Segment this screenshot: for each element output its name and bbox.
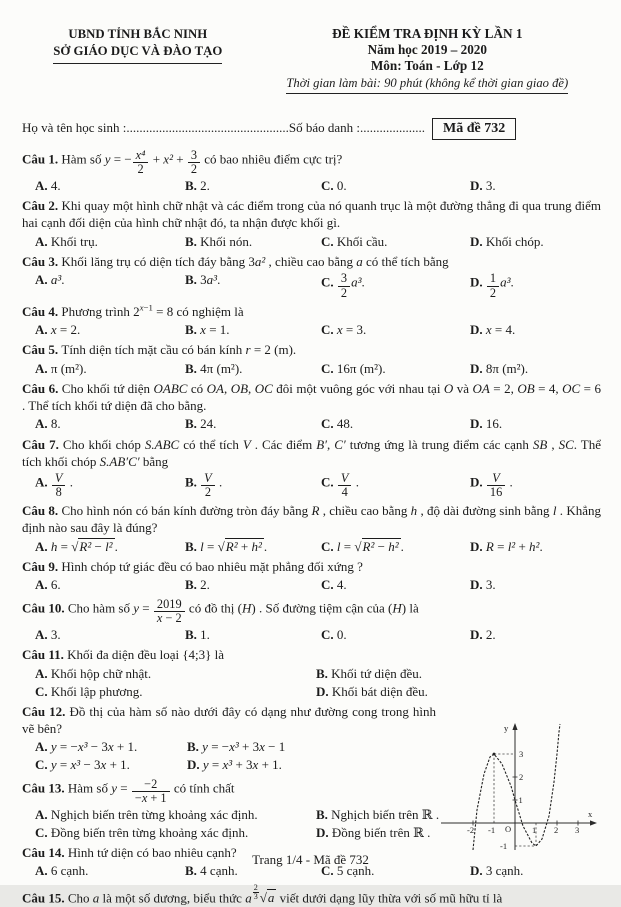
question-body: Câu 7. Cho khối chóp S.ABC có thể tích V . Các điểm B′, C′ tương ứng là trung điểm các cạnh SB , SC. Thể tích khối chóp S.AB′C′ bằng (22, 436, 601, 469)
fraction: $\frac{V}{16}$ (487, 472, 505, 500)
option-key: C. (321, 474, 337, 490)
option-key: A. (35, 739, 51, 755)
math-var: V (54, 471, 63, 486)
issuer-line1: UBND TỈNH BẮC NINH (68, 27, 208, 41)
option: C. 48. (321, 416, 354, 432)
option-key: C. (35, 757, 51, 773)
math-var: R² (225, 538, 238, 554)
math-var: y (202, 739, 208, 755)
math-var: V (204, 471, 212, 486)
name-label: Họ và tên học sinh : (22, 120, 127, 136)
math-var: R (311, 503, 320, 519)
fraction: $\frac{V}{4}$ (338, 472, 352, 500)
math-var: x (252, 757, 259, 773)
math-var: C′ (334, 436, 346, 452)
question-number: Câu 9. (22, 558, 62, 574)
option-key: C. (321, 275, 337, 291)
math-var: x (259, 739, 265, 755)
question-number: Câu 13. (22, 780, 68, 796)
option: B. 2. (185, 577, 210, 593)
option: C. 4. (321, 577, 347, 593)
question-number: Câu 5. (22, 342, 62, 358)
question-body: Câu 2. Khi quay một hình chữ nhật và các điểm trong của nó quanh trục là một đường thẳng đi qua trung điểm hai cạnh đối diện của hình chữ nhật đó, ta nhận được khối gì. (22, 198, 601, 231)
question-body: Câu 14. Hình tứ diện có bao nhiêu cạnh? (22, 844, 237, 860)
option: D. 2. (470, 626, 496, 642)
option: B. y = −x³ + 3x − 1 (187, 739, 286, 755)
fraction: $\frac{3}{2}$ (338, 272, 350, 300)
math-var: x (50, 321, 57, 337)
option-key: A. (35, 577, 51, 593)
option-key: A. (35, 360, 51, 376)
options (35, 538, 601, 556)
math-var: x (336, 321, 343, 337)
option: D. 8π (m²). (470, 360, 529, 376)
math-var: OB (230, 381, 249, 397)
option-key: C. (35, 824, 51, 840)
math-var: OC (562, 381, 581, 397)
option-key: A. (35, 806, 51, 822)
exam-title: ĐỀ KIỂM TRA ĐỊNH KỲ LẦN 1 (332, 26, 523, 41)
fraction: $\frac{1}{2}$ (487, 272, 499, 300)
math-var: a (245, 890, 252, 906)
option-key: D. (187, 757, 203, 773)
option-key: C. (321, 626, 337, 642)
question-body: Câu 3. Khối lăng trụ có diện tích đáy bằng 3a² , chiều cao bằng a có thể tích bằng (22, 254, 449, 270)
math-var: x (100, 757, 107, 773)
option-key: D. (470, 233, 486, 249)
option-key: C. (321, 233, 337, 249)
sbd-dotted-line: .................... (359, 120, 425, 136)
math-var: SC (558, 436, 574, 452)
option: C. Khối cầu. (321, 233, 388, 249)
math-var: h (410, 503, 418, 519)
option-key: A. (35, 177, 51, 193)
function-graph (433, 720, 609, 860)
option-key: B. (185, 233, 201, 249)
option-key: C. (321, 360, 337, 376)
math-var: x³ (222, 757, 233, 773)
sqrt: √ R² − l² (71, 538, 114, 554)
y-tick-label: 2 (519, 772, 524, 782)
math-var: a (267, 890, 275, 906)
question-body: Câu 6. Cho khối tứ diện OABC có OA, OB, OC đôi một vuông góc với nhau tại O và OA = 2, OB = 4, OC = 6 . Thể tích khối tứ diện đã cho bằng. (22, 381, 601, 414)
math-var: l (200, 538, 204, 554)
option-key: C. (321, 538, 337, 554)
option: C. 0. (321, 177, 347, 193)
option: C. 16π (m²). (321, 360, 386, 376)
origin-label: O (505, 824, 512, 834)
math-var: R² (79, 538, 92, 554)
option-key: C. (321, 577, 337, 593)
option: B. 4π (m²). (185, 360, 243, 376)
option-key: D. (470, 577, 486, 593)
option-key: A. (35, 538, 51, 554)
option: B. 4 cạnh. (185, 863, 238, 879)
x-tick-label: -1 (488, 825, 496, 835)
x-tick-label: -2 (467, 825, 475, 835)
question-body: Câu 4. Phương trình $2^{x-1} = 8$ có nghiệm là (22, 302, 244, 319)
math-var: x (141, 790, 148, 805)
options (35, 739, 449, 775)
header-exam-info (254, 26, 601, 94)
option-key: B. (185, 177, 201, 193)
question-body: Câu 12. Đồ thị của hàm số nào dưới đây có dạng như đường cong trong hình vẽ bên? (22, 703, 436, 736)
math-var: a³ (500, 275, 511, 291)
sbd-label: Số báo danh : (288, 120, 360, 136)
question (22, 559, 601, 595)
option-key: A. (35, 665, 51, 681)
question-number: Câu 15. (22, 890, 68, 906)
option: B. $\frac{V}{2}$ . (185, 471, 223, 500)
exam-code-box: Mã đề 732 (432, 118, 516, 140)
math-var: H (392, 600, 402, 616)
y-tick-label: 1 (518, 795, 523, 805)
question (22, 254, 601, 301)
fraction: $\frac{\text{x⁴}}{2}$ (133, 149, 149, 177)
option: B. Nghịch biến trên ℝ . (316, 806, 440, 822)
exam-duration: Thời gian làm bài: 90 phút (không kể thời gian giao đề) (286, 76, 568, 93)
math-var: OABC (153, 381, 188, 397)
option: B. l = √ R² + h² . (185, 538, 321, 556)
math-var: a (92, 890, 100, 906)
options (35, 626, 601, 644)
math-var: x (485, 321, 492, 337)
option-key: D. (470, 177, 486, 193)
option-key: D. (470, 416, 486, 432)
math-var: a³ (351, 275, 362, 291)
cubic-curve (473, 724, 560, 850)
option-key: B. (185, 538, 201, 554)
option: D. Đồng biến trên ℝ . (316, 824, 431, 840)
option: D. x = 4. (470, 321, 516, 337)
option-key: A. (35, 233, 51, 249)
option: C. y = x³ − 3x + 1. (35, 757, 130, 773)
math-var: l² (507, 538, 516, 554)
fraction: $\frac{V}{8}$ (52, 472, 66, 500)
math-var: h (50, 538, 58, 554)
options (35, 806, 449, 842)
options (35, 416, 601, 434)
option: A. Khối hộp chữ nhật. (35, 665, 152, 681)
y-tick-label: -1 (500, 841, 508, 851)
question (22, 598, 601, 645)
math-var: h² (388, 538, 399, 554)
math-var: S.ABC (144, 436, 180, 452)
math-var: OA (472, 381, 490, 397)
options (35, 321, 601, 339)
math-var: x² (163, 151, 173, 167)
question-number: Câu 12. (22, 703, 70, 719)
options (35, 272, 601, 301)
option: A. y = −x³ − 3x + 1. (35, 739, 138, 755)
sqrt (260, 889, 277, 905)
option: D. 3. (470, 577, 496, 593)
question (22, 503, 601, 556)
math-var: O (443, 381, 454, 397)
options (35, 577, 601, 595)
option: A. 3. (35, 626, 61, 642)
option: D. R = l² + h². (470, 538, 543, 554)
question (22, 437, 601, 500)
fraction: 2 3 (253, 882, 258, 902)
math-var: a² (254, 254, 266, 270)
math-var: h² (529, 538, 540, 554)
math-var: x (107, 739, 114, 755)
fraction: $\frac{2019}{x - 2}$ (154, 598, 185, 626)
option: B. 3a³. (185, 272, 221, 288)
question-number: Câu 3. (22, 254, 62, 270)
math-var: V (242, 436, 251, 452)
option: C. 0. (321, 626, 347, 642)
question-body: Câu 5. Tính diện tích mặt cầu có bán kính r = 2 (m). (22, 342, 297, 358)
math-var: a³ (50, 272, 62, 288)
math-var: h² (251, 538, 262, 554)
option-key: D. (470, 275, 486, 291)
math-var: V (340, 471, 349, 486)
math-var: l (552, 503, 557, 519)
name-dotted-line: .................................................. (126, 120, 289, 136)
option: D. Khối chóp. (470, 233, 544, 249)
option-key: C. (321, 416, 337, 432)
header (22, 26, 601, 94)
option: A. Khối trụ. (35, 233, 98, 249)
math-var: x⁴ (135, 147, 146, 162)
option: D. Khối bát diện đều. (316, 683, 428, 699)
math-var: V (492, 471, 500, 486)
question (22, 342, 601, 378)
option: A. 6 cạnh. (35, 863, 89, 879)
math-var: y (50, 739, 57, 755)
option: B. 1. (185, 626, 210, 642)
math-var: R (485, 538, 494, 554)
option: A. x = 2. (35, 321, 81, 337)
question-body: Câu 15. Cho a là một số dương, biểu thức a $^{\frac{2}{3}}$ √ a viết dưới dạng lũy thừa với số mũ hữu tỉ là (22, 884, 601, 907)
x-tick-label: 2 (554, 825, 559, 835)
option-key: B. (187, 739, 203, 755)
page-footer: Trang 1/4 - Mã đề 732 (252, 852, 369, 868)
option-key: C. (321, 321, 337, 337)
math-var: x (139, 302, 144, 313)
option: C. l = √ R² − h² . (321, 538, 470, 556)
question-body: Câu 11. Khối đa diện đều loại {4;3} là (22, 647, 225, 663)
option-key: B. (185, 321, 201, 337)
option-key: B. (185, 474, 201, 490)
math-var: a (356, 254, 363, 270)
option-key: B. (316, 806, 332, 822)
math-var: H (242, 600, 252, 616)
sqrt: √ R² − h² (354, 538, 400, 554)
question-number: Câu 7. (22, 436, 63, 452)
option-key: A. (35, 626, 51, 642)
y-axis-arrow (512, 723, 517, 730)
option: C. $\frac{V}{4}$ . (321, 471, 359, 500)
option-key: D. (470, 360, 486, 376)
y-tick-label: 3 (519, 749, 524, 759)
option: A. $\frac{V}{8}$ . (35, 471, 73, 500)
superscript: x−1 (139, 302, 153, 313)
option: D. y = x³ + 3x + 1. (187, 757, 282, 773)
math-var: y (202, 757, 209, 773)
fraction: $\frac{-2}{-x + 1}$ (132, 778, 170, 806)
option: A. 6. (35, 577, 61, 593)
question (22, 149, 601, 196)
option-key: A. (35, 416, 51, 432)
question-number: Câu 4. (22, 303, 62, 319)
math-var: y (50, 757, 57, 773)
options (35, 233, 601, 251)
option: C. $\frac{3}{2}$ a³. (321, 271, 365, 300)
option-key: D. (470, 538, 486, 554)
question-body: Câu 1. Hàm số y = − $\frac{\text{x⁴}}{2}$ + x² + $\frac{3}{2}$ có bao nhiêu điểm cực trị? (22, 147, 343, 177)
question-number: Câu 14. (22, 844, 68, 860)
math-var: OB (517, 381, 535, 397)
option: B. Khối tứ diện đều. (316, 665, 422, 681)
question-number: Câu 11. (22, 647, 68, 663)
student-info-row (22, 118, 601, 140)
option: B. x = 1. (185, 321, 230, 337)
fraction: $\frac{3}{2}$ (188, 149, 200, 177)
option-key: D. (470, 863, 486, 879)
option: D. 16. (470, 416, 503, 432)
question-body: Câu 8. Cho hình nón có bán kính đường tròn đáy bằng R , chiều cao bằng h , độ dài đường sinh bằng l . Khẳng định nào sau đây là đúng? (22, 503, 601, 536)
question (22, 381, 601, 434)
x-axis-label: x (588, 809, 593, 819)
option: A. 4. (35, 177, 61, 193)
math-var: R² (362, 538, 375, 554)
question-body: Câu 9. Hình chóp tứ giác đều có bao nhiêu mặt phẳng đối xứng ? (22, 558, 363, 574)
option: A. Nghịch biến trên từng khoảng xác định. (35, 806, 258, 822)
x-tick-label: 3 (575, 825, 580, 835)
option-key: C. (321, 177, 337, 193)
math-var: SB (532, 436, 548, 452)
header-issuer (22, 26, 254, 94)
question-body: Câu 13. Hàm số y = $\frac{-2}{-x + 1}$ có tính chất (22, 776, 235, 805)
x-axis-arrow (590, 820, 597, 825)
option: B. 24. (185, 416, 217, 432)
math-var: x³ (229, 739, 239, 755)
math-var: l (336, 538, 341, 554)
option: D. 3. (470, 177, 496, 193)
option-key: B. (185, 272, 201, 288)
option: D. 3 cạnh. (470, 863, 524, 879)
options (35, 360, 601, 378)
math-var: x (156, 611, 163, 626)
option-key: B. (185, 416, 201, 432)
fraction: $\frac{V}{2}$ (201, 472, 215, 500)
question-number: Câu 2. (22, 198, 62, 214)
math-var: r (245, 342, 251, 358)
option: C. 5 cạnh. (321, 863, 375, 879)
question-number: Câu 8. (22, 503, 62, 519)
exam-year: Năm học 2019 – 2020 (367, 42, 487, 58)
option-key: C. (321, 863, 337, 879)
options (35, 665, 601, 701)
superscript (252, 882, 260, 902)
option-key: D. (470, 321, 486, 337)
option-key: B. (185, 577, 201, 593)
math-var: y (133, 600, 140, 616)
option: C. Đồng biến trên từng khoảng xác định. (35, 824, 249, 840)
math-var: S.AB′C′ (99, 453, 140, 469)
option-key: B. (316, 665, 332, 681)
math-var: a³ (206, 272, 218, 288)
option-key: A. (35, 272, 51, 288)
option-key: C. (35, 683, 51, 699)
option: B. Khối nón. (185, 233, 253, 249)
option: D. $\frac{V}{16}$ . (470, 471, 513, 500)
option-key: B. (185, 626, 201, 642)
option-key: A. (35, 321, 51, 337)
x-tick-label: 1 (532, 825, 537, 835)
option: A. a³. (35, 272, 65, 288)
option: A. h = √ R² − l² . (35, 538, 185, 556)
options (35, 472, 601, 501)
option-key: D. (316, 824, 332, 840)
option: A. π (m²). (35, 360, 87, 376)
option: A. 8. (35, 416, 61, 432)
option-key: D. (470, 474, 486, 490)
math-var: OC (254, 381, 273, 397)
math-var: y (104, 151, 111, 167)
question-number: Câu 6. (22, 381, 62, 397)
question-body: Câu 10. Cho hàm số y = $\frac{2019}{x - 2}$ có đồ thị (H) . Số đường tiệm cận của (H) là (22, 596, 419, 626)
math-var: B′ (316, 436, 327, 452)
option-key: A. (35, 863, 51, 879)
question (22, 198, 601, 251)
option: D. $\frac{1}{2}$ a³. (470, 271, 514, 300)
option-key: B. (185, 863, 201, 879)
question-number: Câu 10. (22, 600, 68, 616)
local-max-point (493, 753, 496, 756)
math-var: l² (105, 538, 113, 554)
exam-subject: Môn: Toán - Lớp 12 (370, 58, 484, 74)
math-var: OA (206, 381, 224, 397)
question-number: Câu 1. (22, 151, 62, 167)
math-var: x³ (70, 757, 81, 773)
option: B. 2. (185, 177, 210, 193)
options (35, 177, 601, 195)
question (22, 304, 601, 340)
option-key: B. (185, 360, 201, 376)
question (22, 884, 601, 907)
option-key: D. (470, 626, 486, 642)
option-key: D. (316, 683, 332, 699)
question (22, 647, 601, 701)
math-var: x (200, 321, 206, 337)
option: C. Khối lập phương. (35, 683, 143, 699)
y-axis-label: y (504, 723, 509, 733)
option: C. x = 3. (321, 321, 367, 337)
sqrt: √ R² + h² (218, 538, 264, 554)
issuer-line2: SỞ GIÁO DỤC VÀ ĐÀO TẠO (53, 43, 222, 63)
math-var: x³ (77, 739, 88, 755)
option-key: A. (35, 474, 51, 490)
math-var: y (111, 780, 117, 796)
